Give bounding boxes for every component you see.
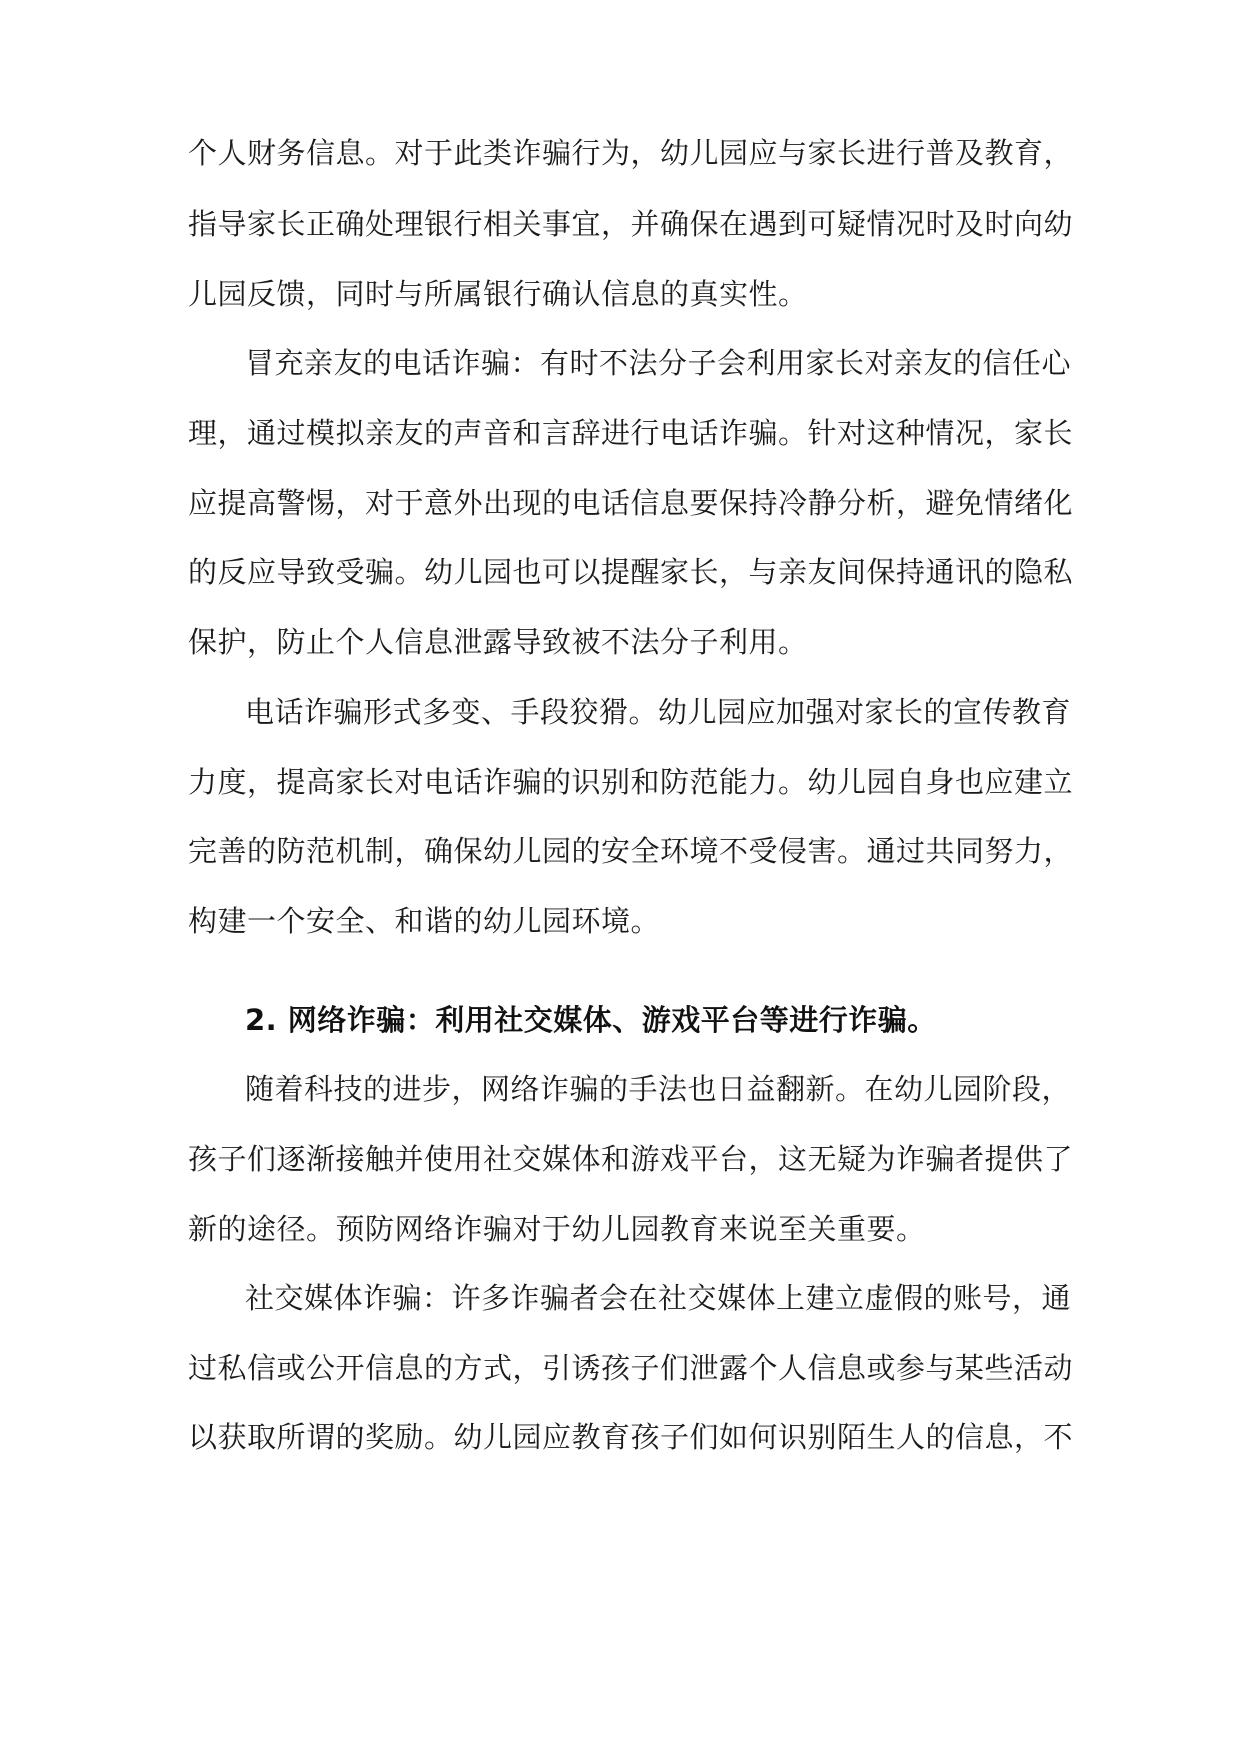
text-line: 理，通过模拟亲友的声音和言辞进行电话诈骗。针对这种情况，家长 xyxy=(188,416,1074,450)
text-line: 应提高警惕，对于意外出现的电话信息要保持冷静分析，避免情绪化 xyxy=(188,486,1074,520)
text-line: 儿园反馈，同时与所属银行确认信息的真实性。 xyxy=(188,277,808,311)
text-line: 以获取所谓的奖励。幼儿园应教育孩子们如何识别陌生人的信息，不 xyxy=(188,1420,1074,1454)
text-line: 个人财务信息。对于此类诈骗行为，幼儿园应与家长进行普及教育， xyxy=(188,136,1074,170)
text-line: 孩子们逐渐接触并使用社交媒体和游戏平台，这无疑为诈骗者提供了 xyxy=(188,1142,1074,1176)
text-line: 过私信或公开信息的方式，引诱孩子们泄露个人信息或参与某些活动 xyxy=(188,1351,1074,1385)
text-line: 构建一个安全、和谐的幼儿园环境。 xyxy=(188,904,661,938)
text-line: 随着科技的进步，网络诈骗的手法也日益翻新。在幼儿园阶段， xyxy=(245,1072,1072,1106)
text-line: 保护，防止个人信息泄露导致被不法分子利用。 xyxy=(188,625,808,659)
text-line: 指导家长正确处理银行相关事宜，并确保在遇到可疑情况时及时向幼 xyxy=(188,207,1074,241)
text-line: 新的途径。预防网络诈骗对于幼儿园教育来说至关重要。 xyxy=(188,1212,926,1246)
text-line: 力度，提高家长对电话诈骗的识别和防范能力。幼儿园自身也应建立 xyxy=(188,765,1074,799)
text-line: 社交媒体诈骗：许多诈骗者会在社交媒体上建立虚假的账号，通 xyxy=(245,1281,1072,1315)
text-line: 的反应导致受骗。幼儿园也可以提醒家长，与亲友间保持通讯的隐私 xyxy=(188,555,1074,589)
text-line: 冒充亲友的电话诈骗：有时不法分子会利用家长对亲友的信任心 xyxy=(245,346,1072,380)
section-heading: 2. 网络诈骗：利用社交媒体、游戏平台等进行诈骗。 xyxy=(245,1003,937,1037)
text-line: 完善的防范机制，确保幼儿园的安全环境不受侵害。通过共同努力， xyxy=(188,834,1074,868)
text-line: 电话诈骗形式多变、手段狡猾。幼儿园应加强对家长的宣传教育 xyxy=(245,695,1072,729)
